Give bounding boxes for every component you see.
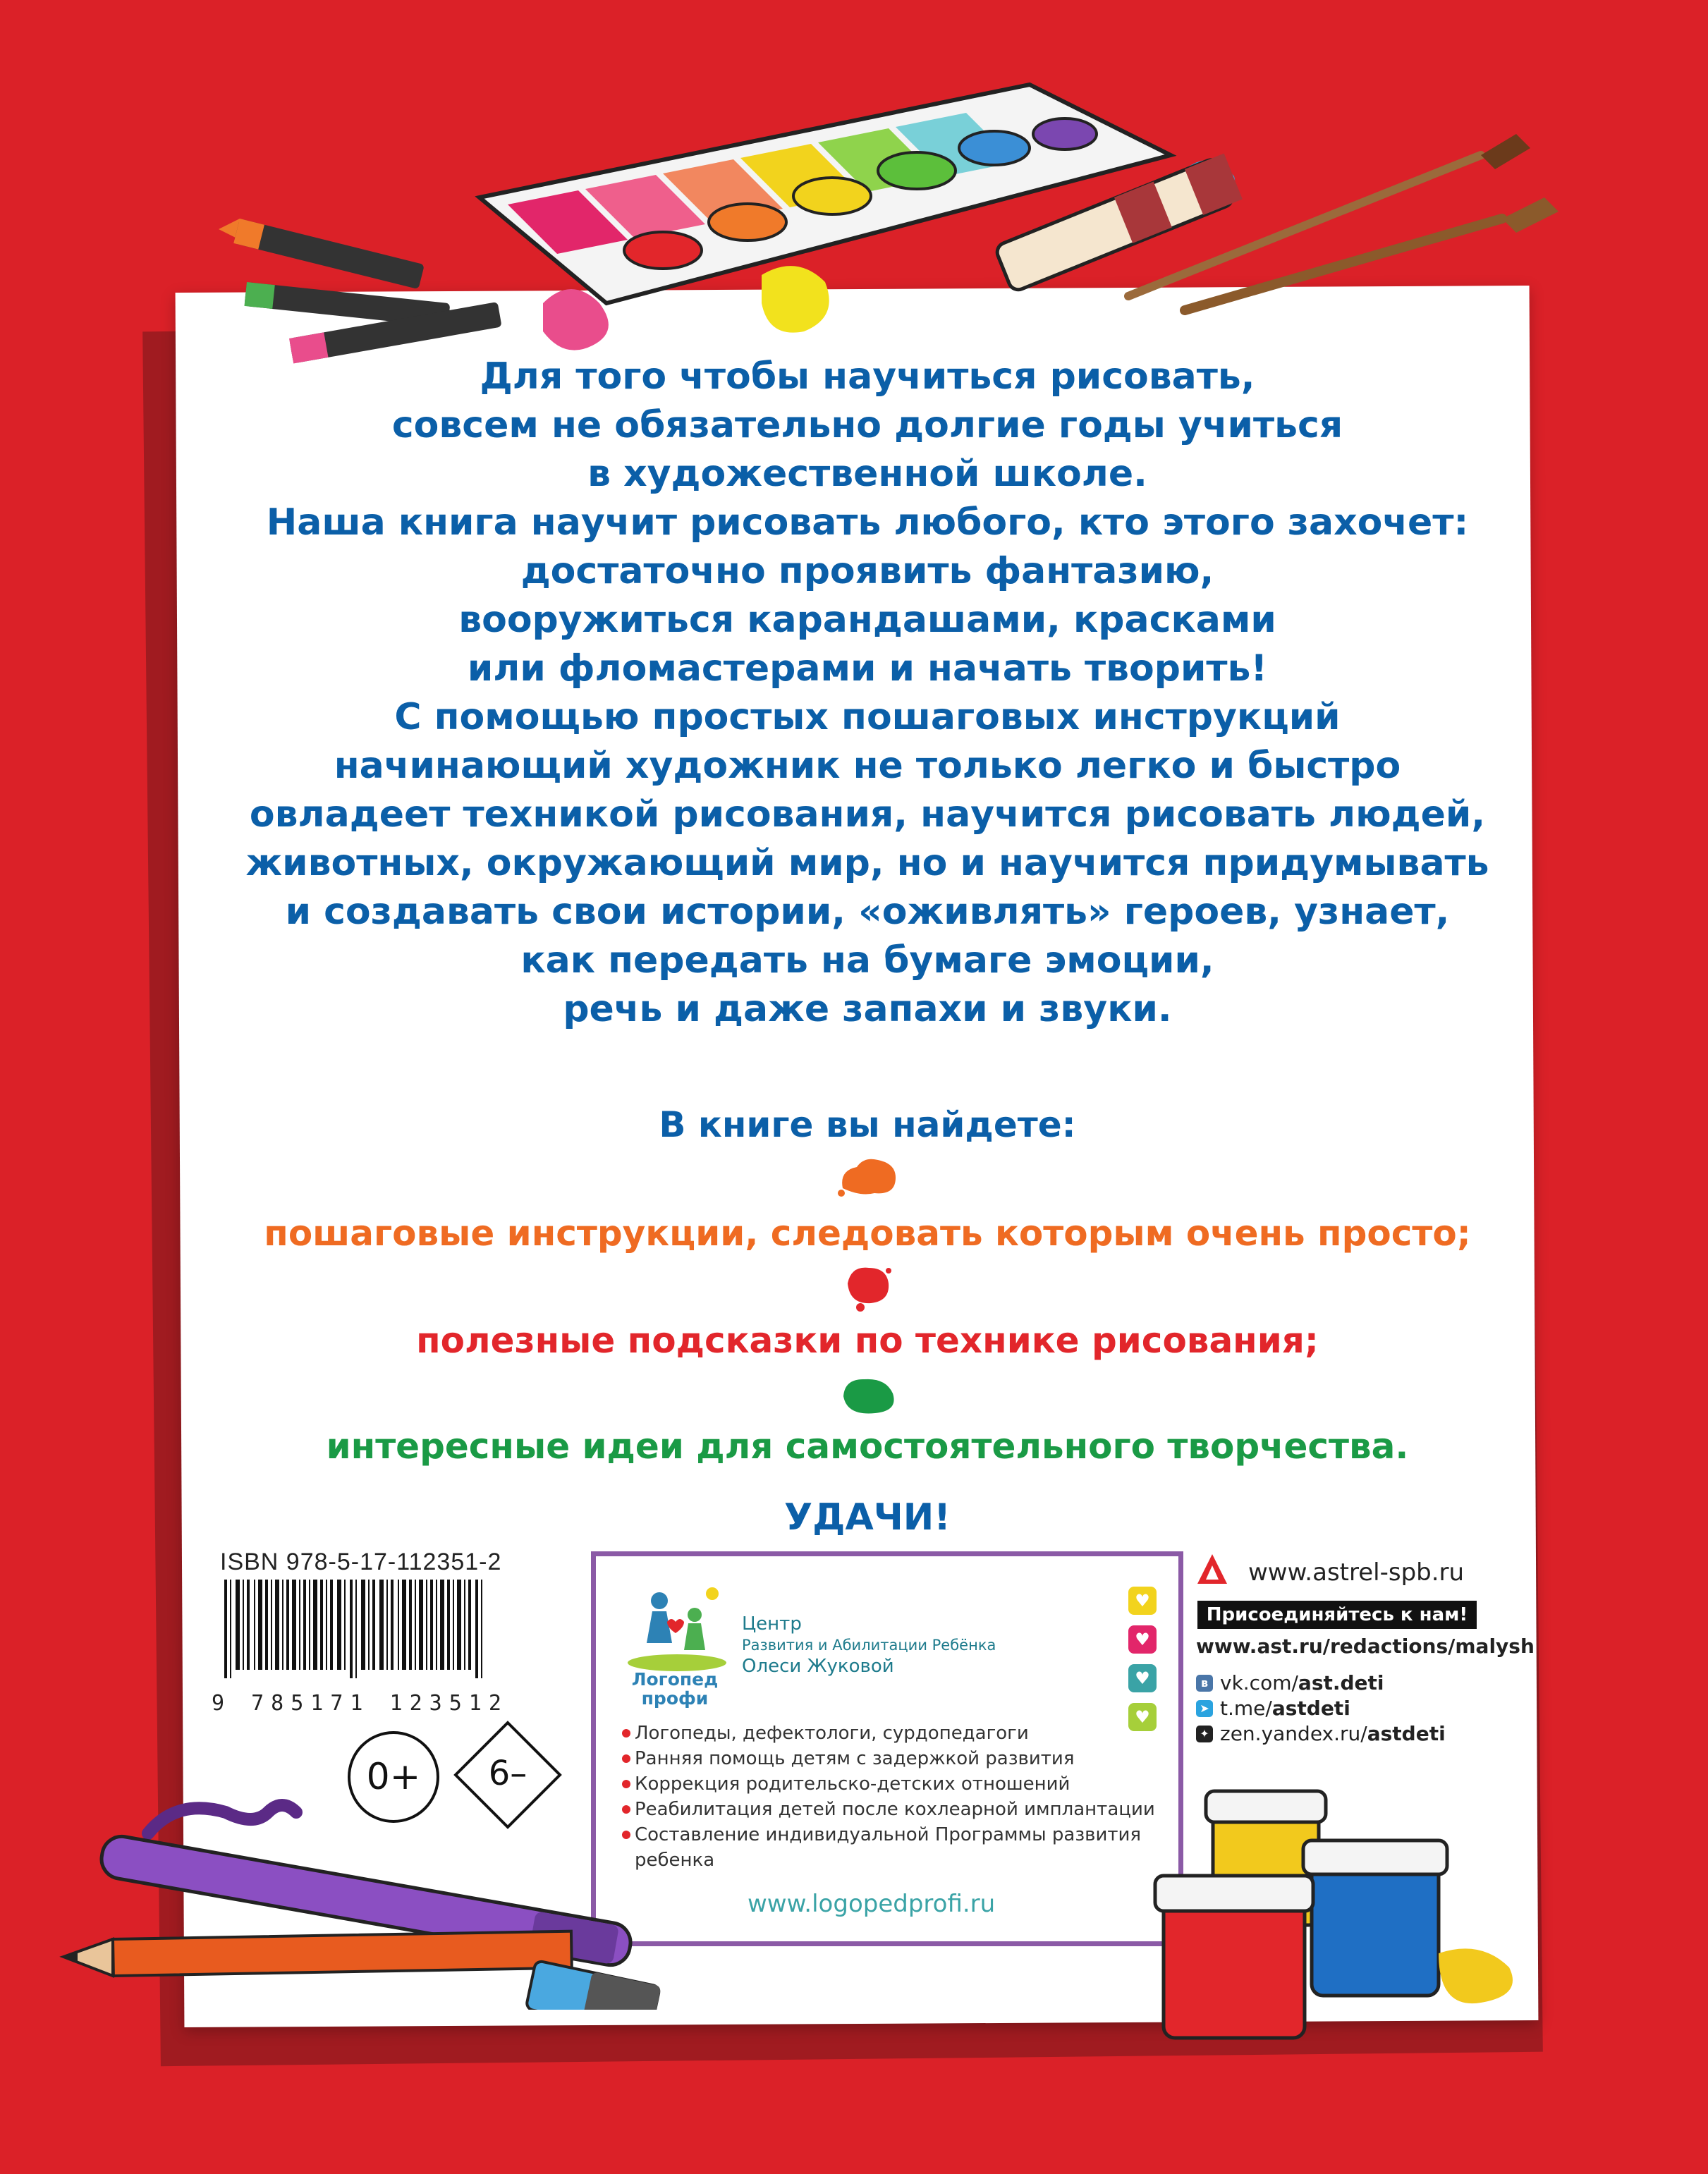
intro-line: Для того чтобы научиться рисовать, bbox=[480, 355, 1255, 398]
social-link-zen[interactable] bbox=[1196, 1722, 1446, 1745]
isbn-number: ISBN 978-5-17-112351-2 bbox=[220, 1549, 502, 1575]
intro-line: животных, окружающий мир, но и научится придумывать bbox=[245, 842, 1489, 884]
intro-line: и создавать свои истории, «оживлять» героев, узнает, bbox=[285, 891, 1450, 933]
feature-item-ideas: интересные идеи для самостоятельного творчества. bbox=[326, 1426, 1409, 1467]
crayon-orange bbox=[219, 219, 425, 289]
telegram-icon: ➤ bbox=[1196, 1700, 1213, 1717]
feature-item-instructions: пошаговые инструкции, следовать которым очень просто; bbox=[264, 1213, 1471, 1254]
intro-line: Наша книга научит рисовать любого, кто этого захочет: bbox=[266, 501, 1469, 544]
red-paint-jar bbox=[1155, 1876, 1313, 2038]
barcode-digits: 9 785171 123512 bbox=[212, 1691, 508, 1716]
list-item: Ранняя помощь детям с задержкой развития bbox=[621, 1746, 1171, 1771]
age-recommendation: 6– bbox=[488, 1754, 527, 1793]
orange-pencil bbox=[63, 1931, 572, 1976]
list-item: Логопеды, дефектологи, сурдопедагоги bbox=[621, 1721, 1171, 1746]
social-handle: astdeti bbox=[1271, 1697, 1350, 1720]
orange-paint-blot bbox=[836, 1156, 899, 1199]
art-supplies-illustration bbox=[212, 78, 1608, 374]
heart-icon: ♥ bbox=[1128, 1587, 1157, 1615]
yellow-splash bbox=[1439, 1948, 1513, 2003]
intro-line: С помощью простых пошаговых инструкций bbox=[394, 696, 1341, 738]
intro-line: или фломастерами и начать творить! bbox=[467, 647, 1268, 690]
good-luck-text: УДАЧИ! bbox=[784, 1496, 951, 1539]
paint-jars-illustration bbox=[1142, 1770, 1537, 2045]
social-handle: astdeti bbox=[1367, 1722, 1446, 1745]
join-us-banner: Присоединяйтесь к нам! bbox=[1197, 1601, 1477, 1629]
social-prefix: t.me/ bbox=[1220, 1697, 1272, 1720]
blue-paint-jar bbox=[1303, 1840, 1447, 1996]
heart-icon: ♥ bbox=[1128, 1703, 1157, 1731]
list-item: Реабилитация детей после кохлеарной имплантации bbox=[621, 1797, 1171, 1822]
astrel-logo-icon bbox=[1196, 1553, 1228, 1585]
intro-line: начинающий художник не только легко и быстро bbox=[334, 745, 1401, 787]
intro-line: достаточно проявить фантазию, bbox=[520, 550, 1214, 592]
intro-line: речь и даже запахи и звуки. bbox=[563, 988, 1172, 1030]
paint-brushes bbox=[1128, 134, 1558, 310]
heart-icon: ♥ bbox=[1128, 1664, 1157, 1692]
zen-icon: ✦ bbox=[1196, 1726, 1213, 1742]
intro-line: овладеет техникой рисования, научится рисовать людей, bbox=[249, 793, 1486, 836]
logoped-center-name bbox=[742, 1613, 996, 1677]
list-item: Составление индивидуальной Программы развития ребенка bbox=[621, 1822, 1171, 1873]
social-link-vk[interactable] bbox=[1196, 1671, 1384, 1694]
pencil-and-marker-illustration bbox=[42, 1777, 677, 2010]
green-paint-blot bbox=[838, 1375, 901, 1417]
heart-icon: ♥ bbox=[1128, 1625, 1157, 1654]
intro-paragraph bbox=[212, 353, 1523, 1034]
features-heading: В книге вы найдете: bbox=[659, 1104, 1076, 1145]
barcode bbox=[224, 1580, 506, 1678]
eraser bbox=[525, 1960, 661, 2010]
center-owner: Олеси Жуковой bbox=[742, 1656, 894, 1677]
intro-line: вооружиться карандашами, красками bbox=[458, 599, 1276, 641]
intro-line: в художественной школе. bbox=[587, 453, 1147, 495]
center-title: Центр bbox=[742, 1613, 802, 1635]
list-item: Коррекция родительско-детских отношений bbox=[621, 1771, 1171, 1797]
social-handle: ast.deti bbox=[1298, 1671, 1384, 1694]
red-paint-blot bbox=[839, 1262, 896, 1312]
logoped-services-list bbox=[621, 1721, 1171, 1873]
social-prefix: vk.com/ bbox=[1220, 1671, 1298, 1694]
feature-item-tips: полезные подсказки по технике рисования; bbox=[416, 1320, 1319, 1361]
intro-line: совсем не обязательно долгие годы учиться bbox=[391, 404, 1343, 446]
social-link-telegram[interactable] bbox=[1196, 1697, 1350, 1720]
publisher-website-link[interactable]: www.astrel-spb.ru bbox=[1248, 1558, 1465, 1587]
center-subtitle: Развития и Абилитации Ребёнка bbox=[742, 1637, 996, 1654]
yellow-splash bbox=[762, 266, 829, 333]
vk-icon: в bbox=[1196, 1675, 1213, 1692]
redaction-link[interactable]: www.ast.ru/redactions/malysh bbox=[1196, 1635, 1535, 1658]
logoped-logo-text: Логопед профи bbox=[631, 1669, 719, 1709]
age-rating-badge: 0+ bbox=[348, 1731, 439, 1823]
logoped-website-link[interactable]: www.logopedprofi.ru bbox=[748, 1890, 996, 1918]
intro-line: как передать на бумаге эмоции, bbox=[520, 939, 1214, 982]
logoped-logo-icon bbox=[621, 1580, 733, 1671]
social-prefix: zen.yandex.ru/ bbox=[1220, 1722, 1367, 1745]
